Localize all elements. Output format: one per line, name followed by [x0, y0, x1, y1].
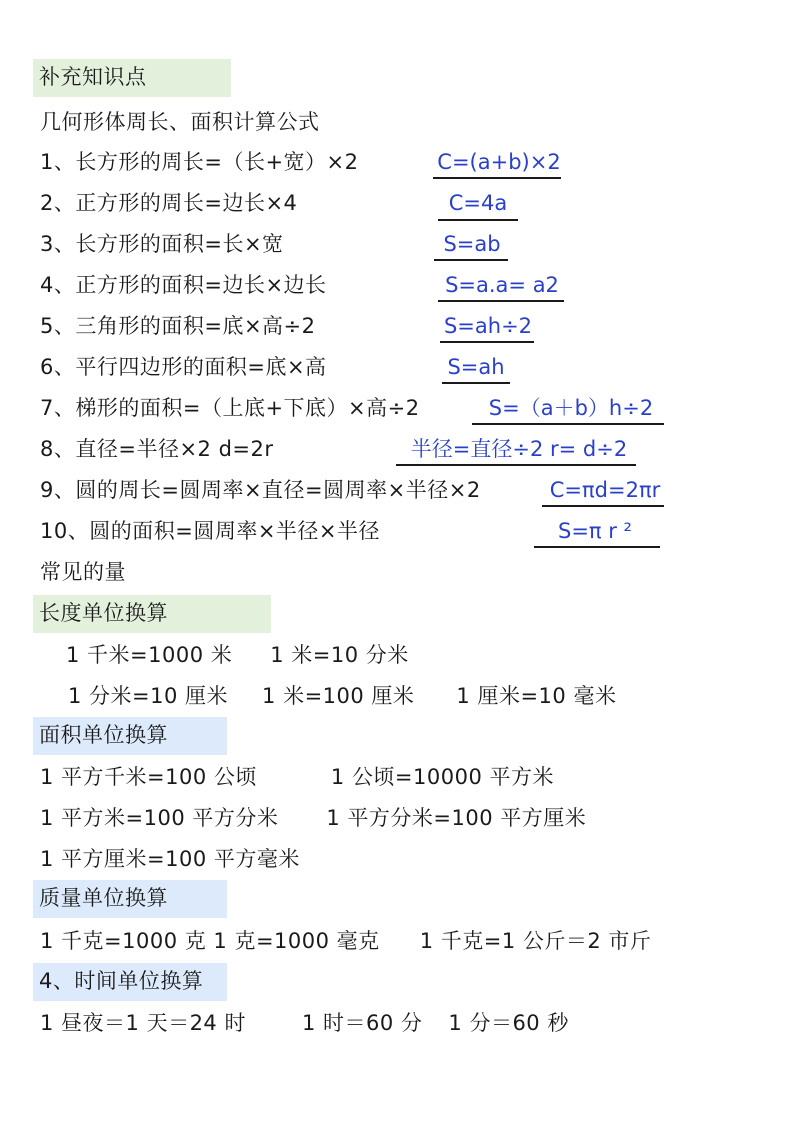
formula-row-10-formula: S=π r ² [558, 519, 632, 543]
section-heading-area [33, 717, 227, 755]
formula-row-8-underline [396, 464, 636, 466]
formula-row-3-formula: S=ab [443, 232, 501, 256]
heading-text: 长度单位换算 [39, 601, 168, 625]
formula-row-1-text: 1、长方形的周长=（长+宽）×2 [40, 150, 359, 174]
formula-row-4-formula: S=a.a= a2 [445, 273, 559, 297]
heading-text: 4、时间单位换算 [39, 969, 204, 993]
formula-row-1-formula: C=(a+b)×2 [437, 150, 561, 174]
formula-row-8-formula: 半径=直径÷2 r= d÷2 [410, 437, 628, 461]
heading-text: 补充知识点 [39, 65, 147, 89]
mass-row-1 [40, 926, 651, 956]
mass-item: 1 千克=1 公斤＝2 市斤 [419, 929, 652, 953]
section-heading-mass [33, 880, 227, 918]
formula-row-2-underline [438, 219, 518, 221]
length-item: 1 米=10 分米 [270, 643, 409, 667]
subtitle-geometry: 几何形体周长、面积计算公式 [40, 110, 320, 134]
formula-row-6-text: 6、平行四边形的面积=底×高 [40, 355, 327, 379]
area-item: 1 平方分米=100 平方厘米 [326, 806, 587, 830]
formula-row-5-text: 5、三角形的面积=底×高÷2 [40, 314, 316, 338]
formula-row-1-underline [433, 177, 561, 179]
formula-row-5-underline [440, 341, 534, 343]
time-row-1 [40, 1008, 569, 1038]
formula-row-9-underline [542, 505, 664, 507]
formula-row-7-formula: S=（a＋b）h÷2 [488, 396, 654, 420]
formula-row-5-formula: S=ah÷2 [443, 314, 533, 338]
formula-row-2-formula: C=4a [448, 191, 508, 215]
heading-text: 面积单位换算 [39, 723, 168, 747]
area-row-3 [40, 844, 300, 874]
formula-row-7-text: 7、梯形的面积=（上底+下底）×高÷2 [40, 396, 420, 420]
area-item: 1 公顷=10000 平方米 [330, 765, 555, 789]
formula-row-9-formula: C=πd=2πr [549, 478, 661, 502]
formula-row-4-underline [438, 300, 564, 302]
formula-row-6-formula: S=ah [447, 355, 505, 379]
formula-row-3-underline [434, 259, 508, 261]
time-item: 1 时＝60 分 [301, 1011, 423, 1035]
formula-row-10-underline [534, 546, 660, 548]
length-item: 1 厘米=10 毫米 [456, 684, 617, 708]
section-heading-supplement [33, 59, 231, 97]
mass-item: 1 千克=1000 克 1 克=1000 毫克 [40, 929, 380, 953]
formula-row-6-underline [442, 382, 510, 384]
length-item: 1 米=100 厘米 [262, 684, 415, 708]
length-row-1 [66, 640, 409, 670]
time-item: 1 分＝60 秒 [448, 1011, 569, 1035]
area-item: 1 平方厘米=100 平方毫米 [40, 847, 300, 871]
section-heading-time [33, 963, 227, 1001]
formula-row-4-text: 4、正方形的面积=边长×边长 [40, 273, 327, 297]
formula-row-7-underline [472, 423, 664, 425]
formula-row-9-text: 9、圆的周长=圆周率×直径=圆周率×半径×2 [40, 478, 481, 502]
formula-row-3-text: 3、长方形的面积=长×宽 [40, 232, 284, 256]
area-row-1 [40, 762, 554, 792]
formula-row-10-text: 10、圆的面积=圆周率×半径×半径 [40, 519, 381, 543]
formula-row-2-text: 2、正方形的周长=边长×4 [40, 191, 298, 215]
section-heading-length [33, 595, 271, 633]
heading-text: 质量单位换算 [39, 886, 168, 910]
area-row-2 [40, 803, 586, 833]
length-item: 1 分米=10 厘米 [68, 684, 229, 708]
area-item: 1 平方米=100 平方分米 [40, 806, 279, 830]
length-row-2 [68, 681, 616, 711]
length-item: 1 千米=1000 米 [66, 643, 233, 667]
subtitle-units: 常见的量 [40, 560, 126, 584]
area-item: 1 平方千米=100 公顷 [40, 765, 257, 789]
time-item: 1 昼夜＝1 天＝24 时 [40, 1011, 246, 1035]
formula-row-8-text: 8、直径=半径×2 d=2r [40, 437, 274, 461]
